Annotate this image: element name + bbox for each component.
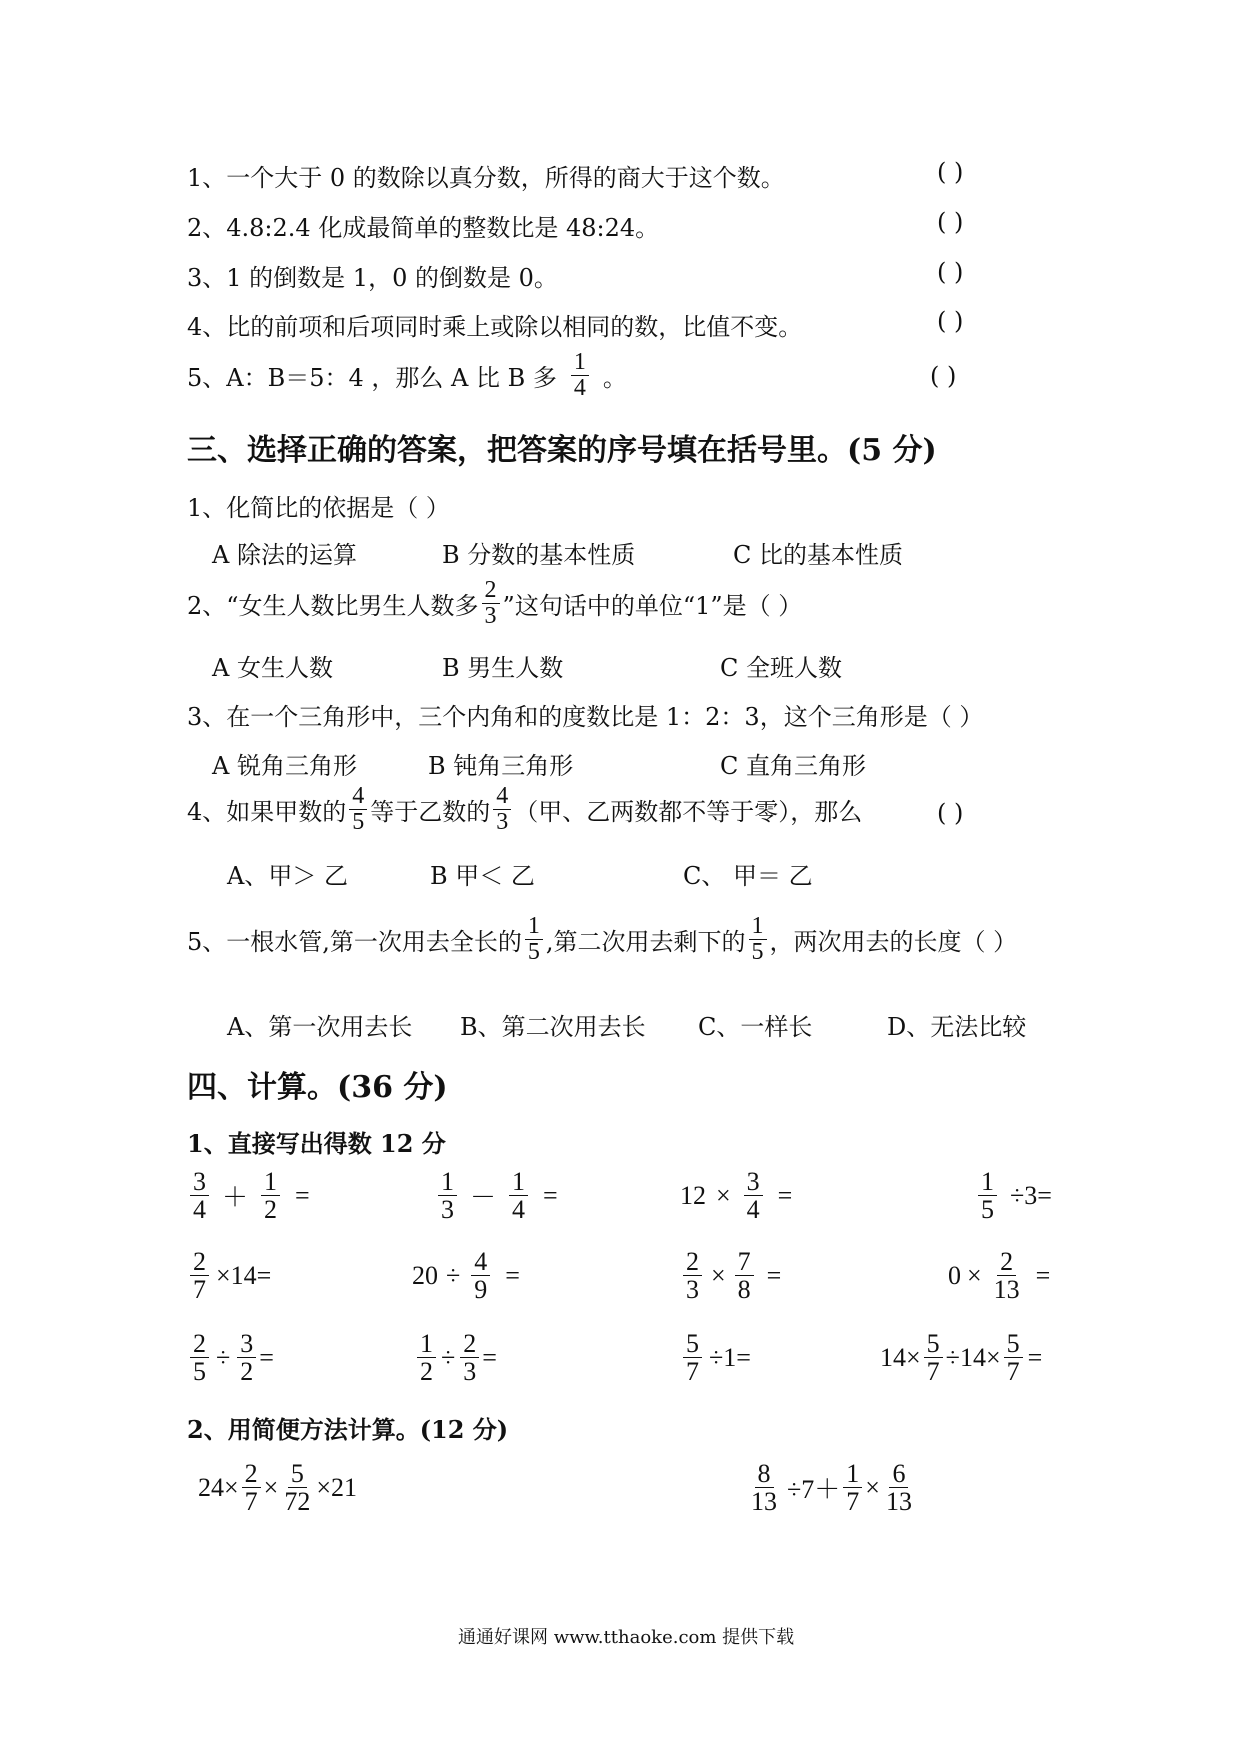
calc-r2-e3 xyxy=(680,1248,781,1304)
times-sign: × xyxy=(711,1260,726,1290)
judge-item-1: 1、一个大于 0 的数除以真分数，所得的商大于这个数。 xyxy=(187,164,785,192)
q4-text-pre: 4、如果甲数的 xyxy=(187,798,347,827)
fraction: $\frac{8}{13}$ xyxy=(751,1459,777,1517)
q5-text-pre: 5、一根水管,第一次用去全长的 xyxy=(187,928,522,957)
q1-option-b: B 分数的基本性质 xyxy=(442,541,636,569)
q2-text xyxy=(187,578,802,629)
judge-item-5 xyxy=(187,350,627,401)
judge-item-5-text: 5、A：B＝5：4 ，那么 A 比 B 多 xyxy=(187,364,557,393)
equals-sign: = xyxy=(505,1260,520,1290)
q2-text-pre: 2、“女生人数比男生人数多 xyxy=(187,592,479,621)
calc-r1-e2 xyxy=(435,1168,558,1224)
q4-answer-paren: ( ) xyxy=(937,799,964,827)
q4-text-post: （甲、乙两数都不等于零），那么 xyxy=(514,798,863,827)
fraction: $\frac{3}{4}$ xyxy=(744,1168,763,1224)
q4-text xyxy=(187,784,862,835)
q5-option-a: A、第一次用去长 xyxy=(227,1013,413,1041)
q4-text-mid: 等于乙数的 xyxy=(370,798,491,827)
judge-item-4: 4、比的前项和后项同时乘上或除以相同的数，比值不变。 xyxy=(187,313,803,341)
fraction: $\frac{3}{4}$ xyxy=(190,1168,209,1224)
expression-tail: ×14= xyxy=(216,1260,272,1290)
equals-sign: = xyxy=(1027,1342,1043,1372)
fraction: $\frac{5}{7}$ xyxy=(683,1330,702,1386)
plus-sign: ＋ xyxy=(222,1183,249,1213)
divide-sign: ÷ xyxy=(446,1260,461,1290)
q1-option-c: C 比的基本性质 xyxy=(733,541,903,569)
q1-text: 1、化简比的依据是（ ） xyxy=(187,494,450,522)
answer-paren-1: ( ) xyxy=(937,158,964,186)
number: 20 xyxy=(412,1260,438,1290)
judge-item-2: 2、4.8:2.4 化成最简单的整数比是 48:24。 xyxy=(187,214,660,242)
q3-option-a: A 锐角三角形 xyxy=(212,752,357,780)
calc-r1-e1 xyxy=(187,1168,310,1224)
equals-sign: = xyxy=(482,1342,497,1372)
fraction: $\frac{1}{2}$ xyxy=(261,1168,280,1224)
calc-r1-e4 xyxy=(975,1168,1052,1224)
fraction: $\frac{6}{13}$ xyxy=(885,1459,912,1517)
judge-item-5-end: 。 xyxy=(602,364,627,393)
fraction: $\frac{2}{7}$ xyxy=(190,1248,209,1304)
fraction: $\frac{2}{5}$ xyxy=(190,1330,209,1386)
answer-paren-3: ( ) xyxy=(937,258,964,286)
minus-sign: － xyxy=(470,1183,497,1213)
calc-r3-e4 xyxy=(880,1330,1042,1386)
q5-option-c: C、一样长 xyxy=(698,1013,813,1041)
fraction: $\frac{4}{5}$ xyxy=(349,784,367,835)
q5-option-d: D、无法比较 xyxy=(887,1013,1027,1041)
fraction: $\frac{1}{3}$ xyxy=(438,1168,457,1224)
times-sign: × xyxy=(716,1180,731,1210)
times-sign: × xyxy=(967,1260,982,1290)
q5-text-post: ，两次用去的长度（ ） xyxy=(769,928,1018,957)
fraction: $\frac{1}{4}$ xyxy=(509,1168,528,1224)
equals-sign: = xyxy=(259,1342,274,1372)
fraction: $\frac{1}{5}$ xyxy=(749,914,767,965)
calc-r3-e2 xyxy=(414,1330,497,1386)
equals-sign: = xyxy=(777,1180,793,1210)
fraction: $\frac{4}{9}$ xyxy=(471,1248,490,1304)
calc-r2-e2 xyxy=(412,1248,520,1304)
q3-option-c: C 直角三角形 xyxy=(720,752,866,780)
equals-sign: = xyxy=(295,1180,310,1210)
fraction: $\frac{1}{5}$ xyxy=(978,1168,997,1224)
q4-option-c: C、 甲＝ 乙 xyxy=(683,862,813,890)
calc-r2-e4 xyxy=(948,1248,1050,1304)
calc-r3-e1 xyxy=(187,1330,274,1386)
simplify-expr-1 xyxy=(198,1460,357,1516)
number: 0 xyxy=(948,1260,961,1290)
fraction: $\frac{5}{7}$ xyxy=(924,1330,943,1386)
fraction: $\frac{2}{3}$ xyxy=(460,1330,479,1386)
number: 12 xyxy=(680,1180,706,1210)
fraction: $\frac{2}{3}$ xyxy=(482,578,500,629)
q5-text-mid: ,第二次用去剩下的 xyxy=(545,928,746,957)
fraction: $\frac{5}{72}$ xyxy=(284,1459,311,1517)
times-sign: × xyxy=(865,1472,880,1502)
section-4-title: 四、计算。(36 分) xyxy=(187,1070,448,1105)
q5-text xyxy=(187,914,1017,965)
q4-option-a: A、甲＞ 乙 xyxy=(227,862,348,890)
number: 24× xyxy=(198,1472,239,1502)
equals-sign: = xyxy=(543,1180,558,1210)
fraction: $\frac{3}{2}$ xyxy=(237,1330,256,1386)
calc-r1-e3 xyxy=(680,1168,792,1224)
calc-r2-e1 xyxy=(187,1248,271,1304)
fraction: $\frac{1}{5}$ xyxy=(525,914,543,965)
fraction: $\frac{5}{7}$ xyxy=(1004,1330,1023,1386)
q2-option-c: C 全班人数 xyxy=(720,654,842,682)
expression-tail: ×21 xyxy=(316,1472,358,1502)
section-3-title: 三、选择正确的答案，把答案的序号填在括号里。(5 分) xyxy=(187,433,937,468)
q2-text-post: ”这句话中的单位“1”是（ ） xyxy=(502,592,803,621)
q2-option-a: A 女生人数 xyxy=(212,654,333,682)
fraction: $\frac{7}{8}$ xyxy=(735,1248,754,1304)
q4-option-b: B 甲＜ 乙 xyxy=(430,862,535,890)
answer-paren-5: ( ) xyxy=(930,362,957,390)
q2-option-b: B 男生人数 xyxy=(442,654,564,682)
fraction: $\frac{2}{7}$ xyxy=(242,1460,261,1516)
expression-mid: ÷14× xyxy=(945,1342,1001,1372)
number: 14× xyxy=(880,1342,921,1372)
simplify-expr-2 xyxy=(745,1460,918,1516)
fraction: $\frac{1}{4}$ xyxy=(571,350,589,401)
fraction: $\frac{2}{3}$ xyxy=(683,1248,702,1304)
q3-option-b: B 钝角三角形 xyxy=(428,752,574,780)
judge-item-3: 3、1 的倒数是 1，0 的倒数是 0。 xyxy=(187,264,558,292)
expression-tail: ÷3= xyxy=(1010,1180,1052,1210)
fraction: $\frac{1}{2}$ xyxy=(417,1330,436,1386)
equals-sign: = xyxy=(1035,1260,1051,1290)
calc-r3-e3 xyxy=(680,1330,751,1386)
fraction: $\frac{2}{13}$ xyxy=(993,1247,1020,1305)
fraction: $\frac{1}{7}$ xyxy=(843,1460,862,1516)
q1-option-a: A 除法的运算 xyxy=(212,541,357,569)
fraction: $\frac{4}{3}$ xyxy=(493,784,511,835)
footer-credit: 通通好课网 www.tthaoke.com 提供下载 xyxy=(458,1627,795,1648)
expression-mid: ÷7＋ xyxy=(787,1475,841,1505)
equals-sign: = xyxy=(766,1260,782,1290)
q5-option-b: B、第二次用去长 xyxy=(460,1013,646,1041)
times-sign: × xyxy=(263,1472,279,1502)
q3-text: 3、在一个三角形中，三个内角和的度数比是 1：2：3，这个三角形是（ ） xyxy=(187,703,984,731)
answer-paren-2: ( ) xyxy=(937,208,964,236)
divide-sign: ÷ xyxy=(441,1342,456,1372)
sub1-title: 1、直接写出得数 12 分 xyxy=(187,1129,446,1158)
expression-tail: ÷1= xyxy=(709,1342,751,1372)
answer-paren-4: ( ) xyxy=(937,307,964,335)
sub2-title: 2、用简便方法计算。(12 分) xyxy=(187,1415,509,1444)
divide-sign: ÷ xyxy=(216,1342,231,1372)
